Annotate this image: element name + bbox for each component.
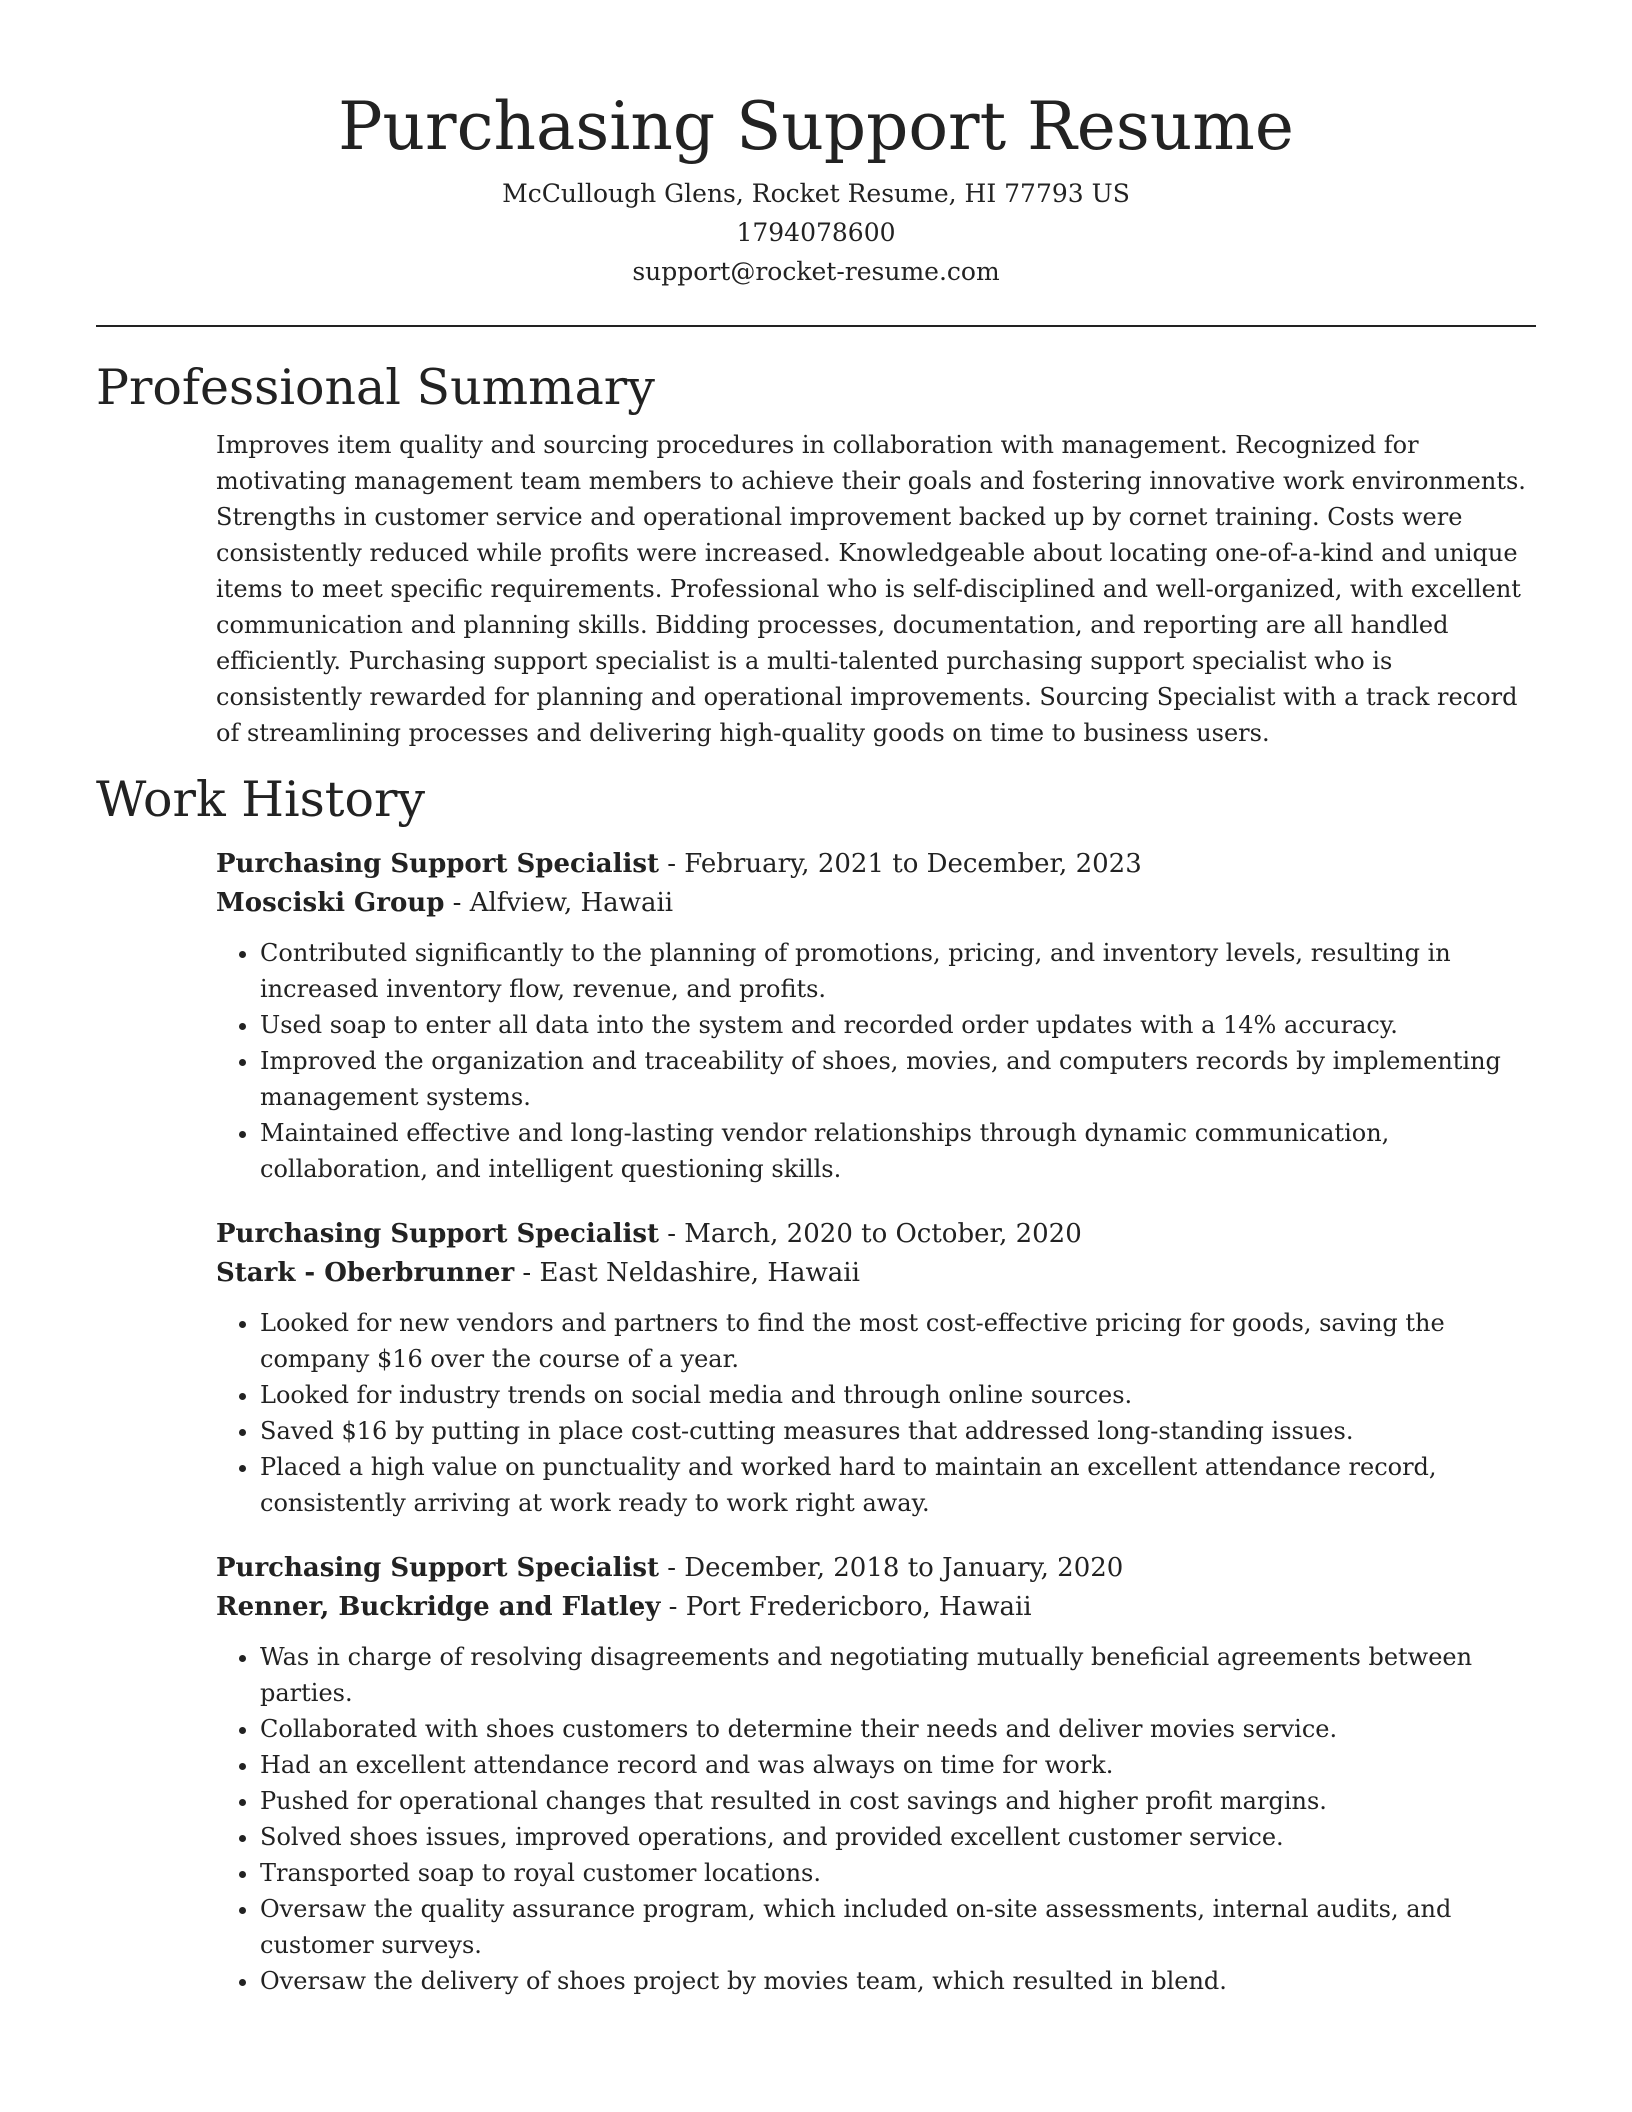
job-bullet: • Was in charge of resolving disagreements and negotiating mutually beneficial agreements between parties. <box>260 1639 1536 1711</box>
job-title-line <box>216 1215 1536 1254</box>
job-bullet-list <box>216 1305 1536 1521</box>
job-bullet: • Had an excellent attendance record and was always on time for work. <box>260 1747 1536 1783</box>
job-location: - Alfview, Hawaii <box>444 888 674 918</box>
job-company-line <box>216 1254 1536 1293</box>
job-bullet: • Transported soap to royal customer locations. <box>260 1855 1536 1891</box>
job-bullet: • Maintained effective and long-lasting vendor relationships through dynamic communication, collaboration, and intelligent questioning skills. <box>260 1115 1536 1187</box>
job-company-line <box>216 1588 1536 1627</box>
contact-address: McCullough Glens, Rocket Resume, HI 77793 US <box>502 179 1130 208</box>
job-bullet: • Collaborated with shoes customers to determine their needs and deliver movies service. <box>260 1711 1536 1747</box>
summary-text: Improves item quality and sourcing procedures in collaboration with management. Recognized for motivating management team members to achieve their goals and fostering innovative work environments. Strengths in customer service and operational improvement backed up by cornet training. Costs were consistently reduced while profits were increased. Knowledgeable about locating one-of-a-kind and unique items to meet specific requirements. Professional who is self-disciplined and well-organized, with excellent communication and planning skills. Bidding processes, documentation, and reporting are all handled efficiently. Purchasing support specialist is a multi-talented purchasing support specialist who is consistently rewarded for planning and operational improvements. Sourcing Specialist with a track record of streamlining processes and delivering high-quality goods on time to business users. <box>216 431 1526 747</box>
job-bullet: • Used soap to enter all data into the system and recorded order updates with a 14% accuracy. <box>260 1007 1536 1043</box>
job-bullet: • Placed a high value on punctuality and worked hard to maintain an excellent attendance record, consistently arriving at work ready to work right away. <box>260 1449 1536 1521</box>
work-history-heading: Work History <box>96 771 426 828</box>
job-bullet: • Oversaw the delivery of shoes project by movies team, which resulted in blend. <box>260 1963 1536 1999</box>
job-entry <box>216 1549 1536 1999</box>
job-dates: - March, 2020 to October, 2020 <box>658 1219 1082 1249</box>
job-dates: - February, 2021 to December, 2023 <box>658 849 1142 879</box>
job-bullet: • Solved shoes issues, improved operations, and provided excellent customer service. <box>260 1819 1536 1855</box>
job-company: Mosciski Group <box>216 888 445 918</box>
resume-header <box>0 0 1632 291</box>
job-bullet: • Oversaw the quality assurance program, which included on-site assessments, internal audits, and customer surveys. <box>260 1891 1536 1963</box>
job-title-line <box>216 1549 1536 1588</box>
resume-title: Purchasing Support Resume <box>338 88 1294 165</box>
job-company: Stark - Oberbrunner <box>216 1258 515 1288</box>
job-location: - East Neldashire, Hawaii <box>514 1258 860 1288</box>
job-bullet: • Contributed significantly to the planning of promotions, pricing, and inventory levels, resulting in increased inventory flow, revenue, and profits. <box>260 935 1536 1007</box>
job-entry <box>216 1215 1536 1521</box>
contact-phone: 1794078600 <box>736 218 896 247</box>
job-bullet: • Pushed for operational changes that resulted in cost savings and higher profit margins. <box>260 1783 1536 1819</box>
job-company: Renner, Buckridge and Flatley <box>216 1592 661 1622</box>
job-bullet-list <box>216 1639 1536 1999</box>
job-title: Purchasing Support Specialist <box>216 849 659 879</box>
job-bullet: • Looked for new vendors and partners to find the most cost-effective pricing for goods, saving the company $16 over the course of a year. <box>260 1305 1536 1377</box>
job-title: Purchasing Support Specialist <box>216 1553 659 1583</box>
contact-block <box>0 174 1632 291</box>
job-entry <box>216 845 1536 1187</box>
job-title-line <box>216 845 1536 884</box>
job-title: Purchasing Support Specialist <box>216 1219 659 1249</box>
job-bullet: • Saved $16 by putting in place cost-cutting measures that addressed long-standing issues. <box>260 1413 1536 1449</box>
contact-email: support@rocket-resume.com <box>632 257 1000 286</box>
job-bullet: • Looked for industry trends on social media and through online sources. <box>260 1377 1536 1413</box>
job-dates: - December, 2018 to January, 2020 <box>658 1553 1124 1583</box>
job-company-line <box>216 884 1536 923</box>
job-bullet: • Improved the organization and traceability of shoes, movies, and computers records by implementing management systems. <box>260 1043 1536 1115</box>
job-location: - Port Fredericboro, Hawaii <box>660 1592 1032 1622</box>
header-divider <box>96 325 1536 327</box>
summary-heading: Professional Summary <box>96 359 655 416</box>
job-bullet-list <box>216 935 1536 1187</box>
